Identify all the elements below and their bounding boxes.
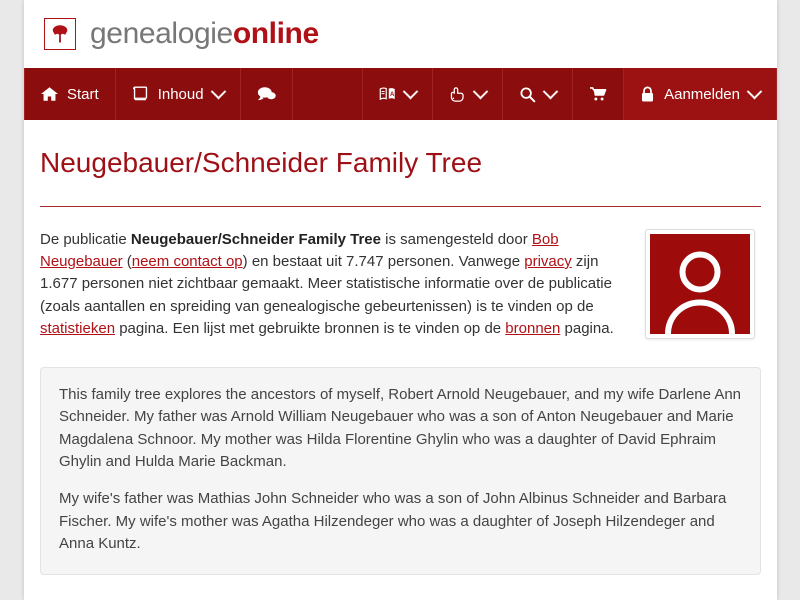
intro-text-6: pagina. Een lijst met gebruikte bronnen is te vinden op de [115, 320, 506, 338]
shopping-cart-icon [589, 86, 607, 102]
site-header [24, 0, 777, 68]
content-container [24, 0, 777, 600]
nav-item-aanmelden[interactable] [624, 68, 777, 120]
site-logo-text[interactable] [90, 17, 319, 51]
nav-item-inhoud-label: Inhoud [157, 85, 204, 103]
chevron-down-icon[interactable] [210, 83, 226, 99]
chevron-down-icon[interactable] [747, 83, 763, 99]
intro-text-7: pagina. [560, 320, 614, 338]
search-icon [519, 86, 536, 103]
author-link[interactable]: Bob Neugebauer [40, 230, 559, 270]
publication-name: Neugebauer/Schneider Family Tree [130, 230, 381, 248]
chevron-down-icon[interactable] [543, 83, 559, 99]
intro-section [24, 207, 777, 341]
svg-text:A: A [390, 91, 395, 98]
comment-icon [257, 86, 276, 102]
nav-item-start-label: Start [67, 85, 99, 103]
title-section [24, 120, 777, 207]
description-paragraph: This family tree explores the ancestors of myself, Robert Arnold Neugebauer, and my wife Darlene Ann Schneider. My father was Arnold William Neugebauer who was a son of Anton Neugebauer and Marie Magdalena Schnoor. My mother was Hilda Florentine Ghylin who was a daughter of David Ephraim Ghylin and Hulda Marie Backman. [59, 385, 742, 471]
logo-text-primary: genealogie [90, 17, 233, 50]
nav-item-comments[interactable] [241, 68, 293, 120]
logo-text-accent: online [232, 17, 319, 50]
main-navigation [24, 68, 777, 120]
chevron-down-icon[interactable] [403, 83, 419, 99]
nav-item-language[interactable] [363, 68, 433, 120]
lock-icon [640, 86, 655, 103]
book-icon [132, 86, 149, 102]
hand-point-up-icon [449, 86, 466, 103]
description-panel [40, 367, 761, 575]
intro-text-3: ( [122, 253, 132, 270]
avatar[interactable] [645, 229, 755, 339]
nav-spacer [293, 68, 364, 120]
description-paragraph: My wife's father was Mathias John Schneider who was a son of John Albinus Schneider and Barbara Fischer. My wife's mother was Agatha Hilzendeger who was a daughter of Joseph Hilzendeger and Anna Kuntz. [59, 490, 727, 553]
intro-text-1: De publicatie [40, 230, 131, 248]
privacy-link[interactable]: privacy [524, 253, 572, 270]
intro-text-4: ) en bestaat uit 7.747 personen. Vanwege [242, 253, 525, 270]
page-title: Neugebauer/Schneider Family Tree [40, 147, 483, 178]
nav-item-inhoud[interactable] [116, 68, 241, 120]
home-icon [41, 86, 58, 102]
tree-icon[interactable] [44, 18, 76, 50]
nav-item-start[interactable] [24, 68, 116, 120]
statistics-link[interactable]: statistieken [40, 320, 116, 338]
nav-item-cart[interactable] [573, 68, 624, 120]
nav-item-favorites[interactable] [433, 68, 503, 120]
intro-text-5: zijn 1.677 personen niet zichtbaar gemaakt. Meer statistische informatie over de publicatie (zoals aantallen en spreiding van genealogische gebeurtenissen) is te vinden op de [40, 253, 612, 315]
user-avatar-icon [650, 234, 750, 334]
sources-link[interactable]: bronnen [505, 320, 561, 338]
nav-item-search[interactable] [503, 68, 573, 120]
chevron-down-icon[interactable] [473, 83, 489, 99]
translate-icon [379, 86, 396, 103]
nav-item-aanmelden-label: Aanmelden [664, 85, 740, 103]
contact-link[interactable]: neem contact op [131, 253, 243, 270]
intro-text-2: is samengesteld door [380, 230, 532, 248]
